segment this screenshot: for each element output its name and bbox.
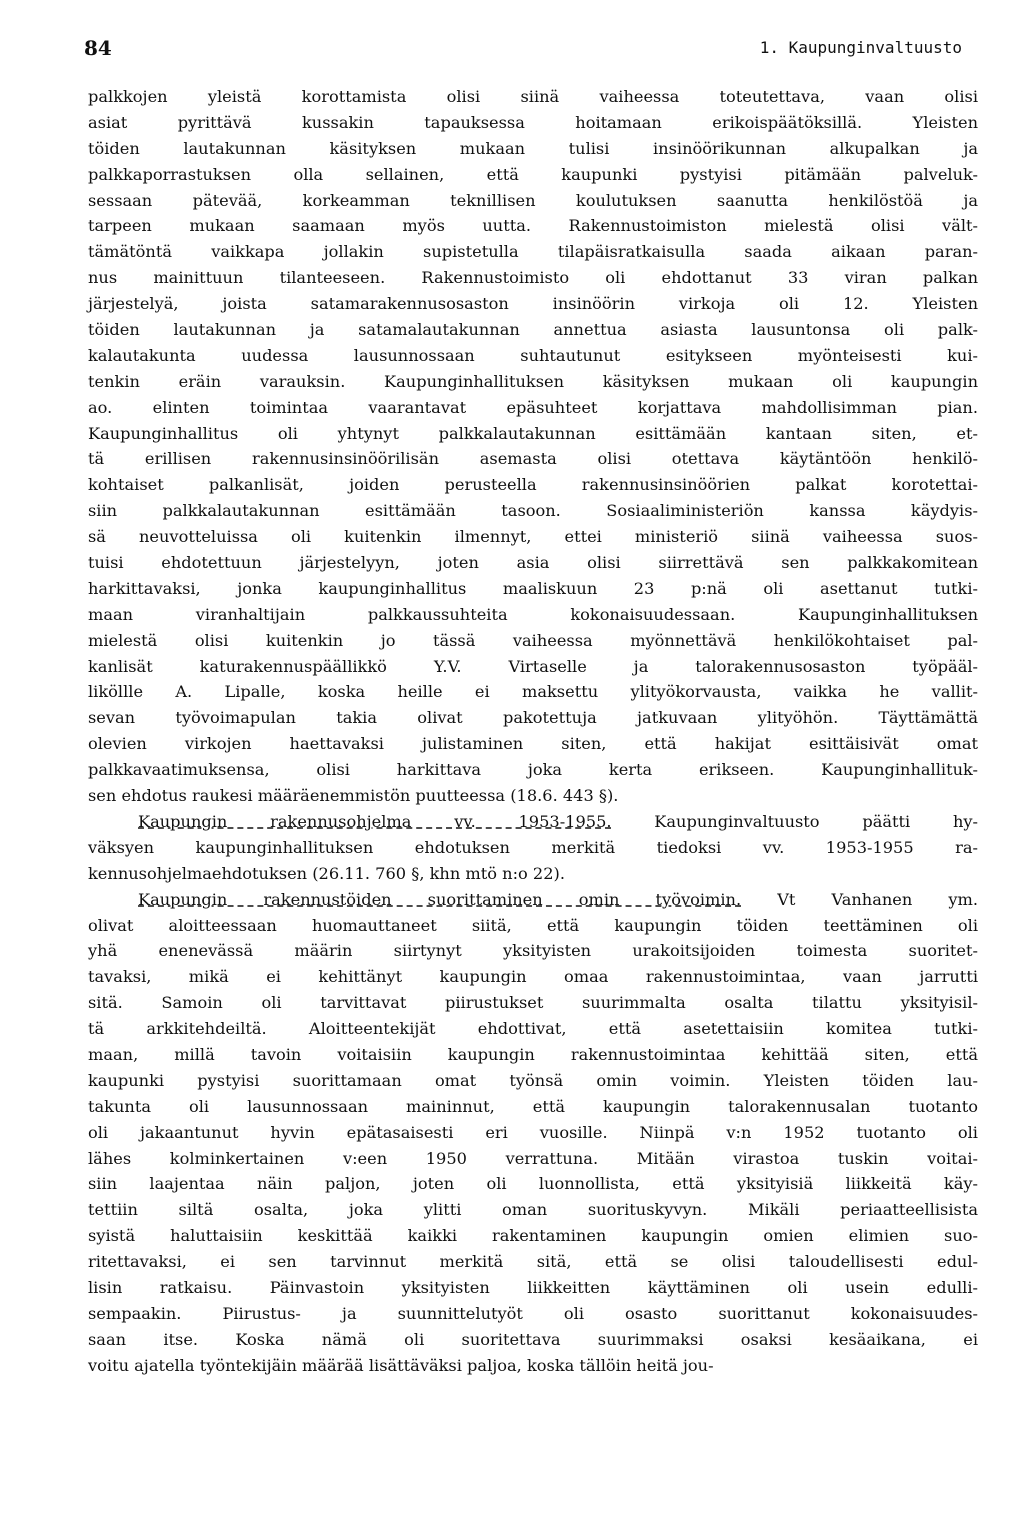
- text-line: syistä haluttaisiin keskittää kaikki rakentaminen kaupungin omien elimien suo-: [88, 1226, 978, 1246]
- text-line: kalautakunta uudessa lausunnossaan suhtautunut esitykseen myönteisesti kui-: [88, 345, 978, 365]
- text-line: Kaupunginhallitus oli yhtynyt palkkalautakunnan esittämään kantaan siten, et-: [88, 423, 978, 443]
- text-line: väksyen kaupunginhallituksen ehdotuksen merkitä tiedoksi vv. 1953-1955 ra-: [88, 837, 978, 857]
- text-line: ritettavaksi, ei sen tarvinnut merkitä sitä, että se olisi taloudellisesti edul-: [88, 1252, 978, 1272]
- text-line: saan itse. Koska nämä oli suoritettava suurimmaksi osaksi kesäaikana, ei: [88, 1329, 978, 1349]
- text-line: tä arkkitehdeiltä. Aloitteentekijät ehdottivat, että asetettaisiin komitea tutki-: [88, 1019, 978, 1039]
- page-header: [84, 36, 962, 66]
- text-line: voitu ajatella työntekijäin määrää lisättäväksi paljoa, koska tällöin heitä jou-: [88, 1355, 714, 1375]
- text-line: töiden lautakunnan ja satamalautakunnan annettua asiasta lausuntonsa oli palk-: [88, 320, 978, 340]
- text-line: tä erillisen rakennusinsinöörilisän asemasta olisi otettava käytäntöön henkilö-: [88, 449, 978, 469]
- text-line: sen ehdotus raukesi määräenemmistön puutteessa (18.6. 443 §).: [88, 786, 619, 806]
- section-heading: Kaupungin rakennusohjelma vv. 1953-1955.: [138, 811, 612, 831]
- running-head: 1. Kaupunginvaltuusto: [759, 38, 962, 57]
- text-line: maan viranhaltijain palkkaussuhteita kokonaisuudessaan. Kaupunginhallituksen: [88, 604, 978, 624]
- text-line: sessaan pätevää, korkeamman teknillisen koulutuksen saanutta henkilöstöä ja: [88, 190, 978, 210]
- text-line: [88, 809, 978, 835]
- text-line: asiat pyrittävä kussakin tapauksessa hoitamaan erikoispäätöksillä. Yleisten: [88, 112, 978, 132]
- text-line: palkkavaatimuksensa, olisi harkittava joka kerta erikseen. Kaupunginhallituk-: [88, 760, 978, 780]
- text-line: kaupunki pystyisi suorittamaan omat työnsä omin voimin. Yleisten töiden lau-: [88, 1070, 978, 1090]
- text-line: kohtaiset palkanlisät, joiden perusteella rakennusinsinöörien palkat korotettai-: [88, 475, 978, 495]
- text-line: olivat aloitteessaan huomauttaneet siitä, että kaupungin töiden teettäminen oli: [88, 915, 978, 935]
- text-line: oli jakaantunut hyvin epätasaisesti eri vuosille. Niinpä v:n 1952 tuotanto oli: [88, 1122, 978, 1142]
- text-line: [88, 887, 978, 913]
- text-line: siin palkkalautakunnan esittämään tasoon. Sosiaaliministeriön kanssa käydyis-: [88, 501, 978, 521]
- text-line: siin laajentaa näin paljon, joten oli luonnollista, että yksityisiä liikkeitä käy-: [88, 1174, 978, 1194]
- text-line: sempaakin. Piirustus- ja suunnittelutyöt oli osasto suorittanut kokonaisuudes-: [88, 1303, 978, 1323]
- section-heading: Kaupungin rakennustöiden suorittaminen omin työvoimin.: [138, 889, 742, 909]
- text-run: Vt Vanhanen ym.: [741, 889, 979, 909]
- text-line: tenkin eräin varauksin. Kaupunginhallituksen käsityksen mukaan oli kaupungin: [88, 371, 978, 391]
- text-line: lähes kolminkertainen v:een 1950 verrattuna. Mitään virastoa tuskin voitai-: [88, 1148, 978, 1168]
- text-line: yhä enenevässä määrin siirtynyt yksityisten urakoitsijoiden toimesta suoritet-: [88, 941, 978, 961]
- text-line: takunta oli lausunnossaan maininnut, että kaupungin talorakennusalan tuotanto: [88, 1096, 978, 1116]
- text-line: tämätöntä vaikkapa jollakin supistetulla tilapäisratkaisulla saada aikaan paran-: [88, 242, 978, 262]
- text-line: kanlisät katurakennuspäällikkö Y.V. Virtaselle ja talorakennusosaston työpääl-: [88, 656, 978, 676]
- text-line: kennusohjelmaehdotuksen (26.11. 760 §, khn mtö n:o 22).: [88, 863, 565, 883]
- text-line: nus mainittuun tilanteeseen. Rakennustoimisto oli ehdottanut 33 viran palkan: [88, 268, 978, 288]
- body-text: [88, 84, 978, 1379]
- text-line: töiden lautakunnan käsityksen mukaan tulisi insinöörikunnan alkupalkan ja: [88, 138, 978, 158]
- text-line: olevien virkojen haettavaksi julistaminen siten, että hakijat esittäisivät omat: [88, 734, 978, 754]
- text-line: tarpeen mukaan saamaan myös uutta. Rakennustoimiston mielestä olisi vält-: [88, 216, 978, 236]
- text-line: tettiin siltä osalta, joka ylitti oman suorituskyvyn. Mikäli periaatteellisista: [88, 1200, 978, 1220]
- text-line: tuisi ehdotettuun järjestelyyn, joten asia olisi siirrettävä sen palkkakomitean: [88, 553, 978, 573]
- text-run: Kaupunginvaltuusto päätti hy-: [611, 811, 978, 831]
- text-line: mielestä olisi kuitenkin jo tässä vaiheessa myönnettävä henkilökohtaiset pal-: [88, 630, 978, 650]
- text-line: lisin ratkaisu. Päinvastoin yksityisten liikkeitten käyttäminen oli usein edulli-: [88, 1277, 978, 1297]
- page-number: 84: [84, 36, 112, 60]
- text-line: sitä. Samoin oli tarvittavat piirustukset suurimmalta osalta tilattu yksityisil-: [88, 993, 978, 1013]
- text-line: maan, millä tavoin voitaisiin kaupungin rakennustoimintaa kehittää siten, että: [88, 1044, 978, 1064]
- text-line: sevan työvoimapulan takia olivat pakotettuja jatkuvaan ylityöhön. Täyttämättä: [88, 708, 978, 728]
- text-line: sä neuvotteluissa oli kuitenkin ilmennyt, ettei ministeriö siinä vaiheessa suos-: [88, 527, 978, 547]
- text-line: palkkojen yleistä korottamista olisi siinä vaiheessa toteutettava, vaan olisi: [88, 87, 978, 106]
- text-line: tavaksi, mikä ei kehittänyt kaupungin omaa rakennustoimintaa, vaan jarrutti: [88, 967, 978, 987]
- text-line: harkittavaksi, jonka kaupunginhallitus maaliskuun 23 p:nä oli asettanut tutki-: [88, 578, 978, 598]
- text-line: ao. elinten toimintaa vaarantavat epäsuhteet korjattava mahdollisimman pian.: [88, 397, 978, 417]
- text-line: palkkaporrastuksen olla sellainen, että kaupunki pystyisi pitämään palveluk-: [88, 164, 978, 184]
- text-line: järjestelyä, joista satamarakennusosaston insinöörin virkoja oli 12. Yleisten: [88, 294, 978, 314]
- text-line: liköllle A. Lipalle, koska heille ei maksettu ylityökorvausta, vaikka he vallit-: [88, 682, 978, 702]
